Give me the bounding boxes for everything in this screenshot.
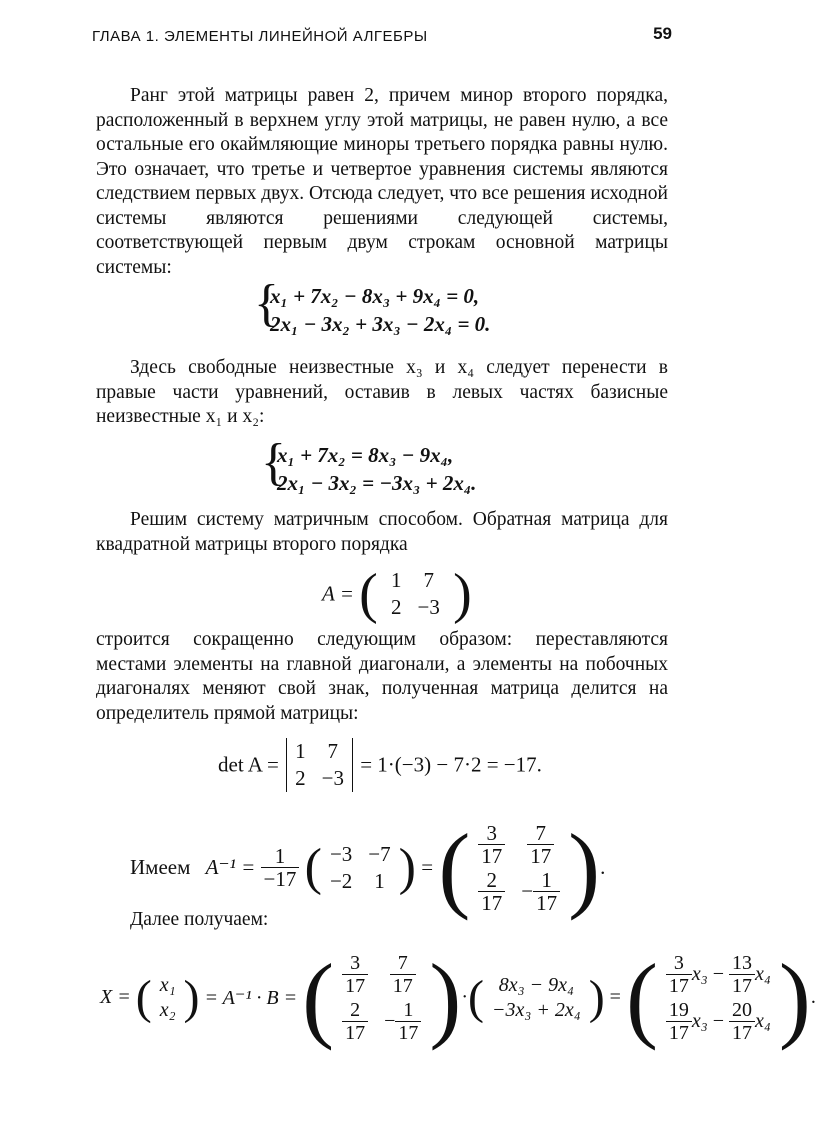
b-vector: 8x₃ − 9x₄ −3x₃ + 2x₄: [492, 973, 581, 1021]
chapter-title: ГЛАВА 1. ЭЛЕМЕНТЫ ЛИНЕЙНОЙ АЛГЕБРЫ: [92, 28, 428, 45]
matrix-cell: 1: [391, 568, 402, 592]
inverse-result-matrix: $\frac{3}{17}$ $\frac{7}{17}$ $\frac{2}{17}$ − $\frac{1}{17}$: [470, 821, 568, 915]
paragraph-inverse-rule: строится сокращенно следующим образом: переставляются местами элементы на главной диагонали, а элементы на побочных диагоналях меняют свой знак, полученная матрица делится на определитель прямой матрицы:: [96, 629, 668, 724]
matrix-cell: −3: [417, 595, 440, 619]
adj-cell: −7: [368, 841, 391, 866]
system-2-eq-1: x₁ + 7x₂ = 8x₃ − 9x₄,: [277, 443, 454, 467]
final-formula: X = ( x₁ x₂ ) = A⁻¹ · B = ( $\frac{3}{17}$ $\frac{7}{17}$ $\frac{2}{17}$ − $\frac{1}{17}$ )·( 8x₃ − 9x₄ −3x₃ + 2x₄ ) = ( $\frac{3}{17}$ x₃ − $\frac{13}{17}$ x₄ $\frac{19}{17}$ x₃ − $\frac{20}{17}$ x₄ ).: [100, 944, 816, 1051]
paragraph-next: Далее получаем:: [130, 909, 269, 930]
adj-cell: −3: [329, 841, 353, 866]
determinant: [218, 738, 542, 792]
inverse-lhs: A⁻¹ =: [205, 855, 256, 879]
system-2-eq-2: 2x₁ − 3x₂ = −3x₃ + 2x₄.: [277, 471, 477, 495]
system-brace: {: [261, 434, 286, 491]
inverse-lead: Имеем: [130, 855, 191, 879]
x-vector: x₁ x₂: [159, 973, 176, 1021]
adjugate-matrix: [322, 841, 399, 895]
det-cell: −3: [321, 766, 344, 790]
det-cell: 7: [327, 739, 339, 763]
solution-vector: $\frac{3}{17}$ x₃ − $\frac{13}{17}$ x₄ $\frac{19}{17}$ x₃ − $\frac{20}{17}$ x₄: [658, 951, 779, 1045]
det-result: = 1·(−3) − 7·2 = −17.: [360, 752, 542, 777]
matrix-a-body: [383, 567, 448, 621]
inverse-matrix: $\frac{3}{17}$ $\frac{7}{17}$ $\frac{2}{17}$ − $\frac{1}{17}$: [334, 951, 429, 1045]
det-label: det A =: [218, 752, 279, 777]
adj-cell: −2: [329, 868, 353, 893]
page-number: 59: [653, 24, 672, 43]
paragraph-matrix-method: Решим систему матричным способом. Обратная матрица для квадратной матрицы второго порядка: [96, 509, 668, 555]
matrix-cell: 7: [423, 568, 434, 592]
matrix-cell: 2: [391, 595, 402, 619]
system-1-eq-1: x₁ + 7x₂ − 8x₃ + 9x₄ = 0,: [270, 284, 480, 308]
inverse-coefficient: $\frac{1}{-17}$: [261, 845, 300, 890]
det-cell: 2: [295, 766, 306, 790]
inverse-formula: Имеем A⁻¹ = $\frac{1}{-17}$ ( −3 −7 −2 1 ) = ( $\frac{3}{17}$ $\frac{7}{17}$ $\frac{2}{17}$ − $\frac{1}{17}$ ).: [130, 814, 606, 921]
paragraph-rank: Ранг этой матрицы равен 2, причем минор второго порядка, расположенный в верхнем углу этой матрицы, не равен нулю, а все остальные его окаймляющие миноры третьего порядка равны нулю. Это означает, что третье и четвертое уравнения системы являются следствием первых двух. Отсюда следует, что все решения исходной системы являются решениями следующей системы, соответствующей первым двум строкам основной матрицы системы:: [96, 85, 668, 278]
paragraph-free-unknowns: Здесь свободные неизвестные x₃ и x₄ следует перенести в правые части уравнений, оставив в левых частях базисные неизвестные x₁ и x₂:: [96, 357, 668, 427]
page-header: [92, 24, 672, 54]
adj-cell: 1: [374, 868, 385, 893]
det-body: [286, 738, 353, 792]
det-cell: 1: [295, 739, 306, 763]
matrix-a-label: A =: [322, 581, 354, 606]
system-brace: {: [254, 275, 279, 332]
matrix-a: A = ( 1 7 2 −3 ): [322, 563, 472, 625]
system-1-eq-2: 2x₁ − 3x₂ + 3x₃ − 2x₄ = 0.: [270, 312, 491, 336]
